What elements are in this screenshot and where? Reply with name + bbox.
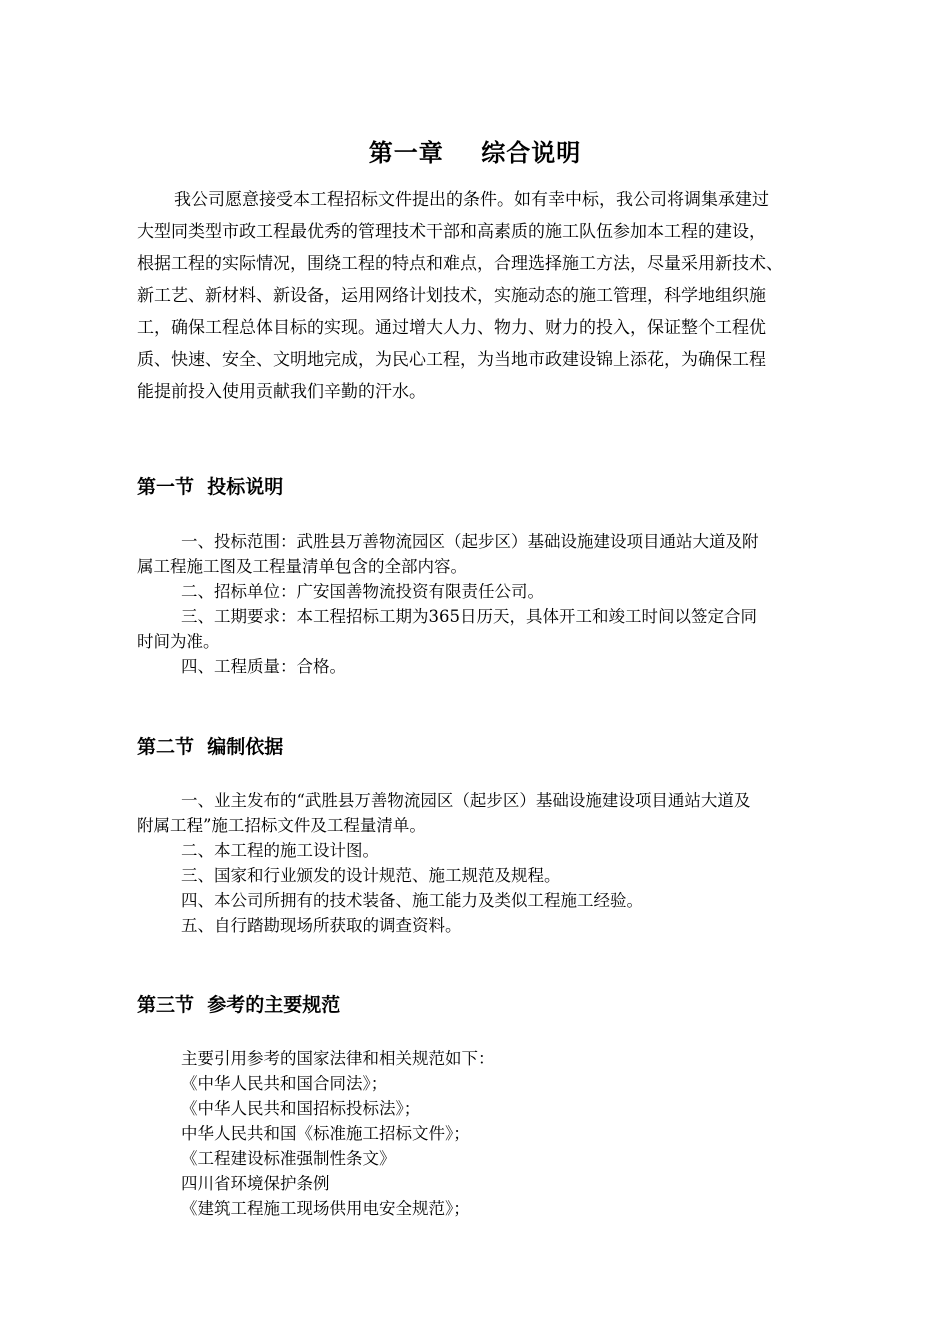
section-reference-standards-body [137, 1046, 872, 1221]
intro-line: 根据工程的实际情况，围绕工程的特点和难点，合理选择施工方法，尽量采用新技术、 [137, 254, 783, 274]
list-item-continuation: 附属工程”施工招标文件及工程量清单。 [137, 816, 426, 835]
section-compilation-basis-body [137, 788, 872, 938]
list-item: 《中华人民共和国招标投标法》； [181, 1099, 421, 1118]
intro-line: 工，确保工程总体目标的实现。通过增大人力、物力、财力的投入，保证整个工程优 [137, 318, 766, 338]
intro-paragraph [137, 184, 872, 408]
list-item: 中华人民共和国《标准施工招标文件》； [181, 1124, 470, 1143]
intro-line: 质、快速、安全、文明地完成，为民心工程，为当地市政建设锦上添花，为确保工程 [137, 350, 766, 370]
list-item: 一、业主发布的“武胜县万善物流园区（起步区）基础设施建设项目通站大道及 [181, 791, 751, 810]
list-item: 四川省环境保护条例 [181, 1174, 330, 1193]
list-item: 二、本工程的施工设计图。 [181, 841, 379, 860]
intro-line: 能提前投入使用贡献我们辛勤的汗水。 [137, 382, 426, 402]
chapter-title: 第一章 综合说明 [368, 139, 582, 167]
section-heading-reference-standards: 第三节 参考的主要规范 [137, 994, 341, 1016]
list-item: 《中华人民共和国合同法》； [181, 1074, 388, 1093]
list-item-continuation: 属工程施工图及工程量清单包含的全部内容。 [137, 557, 467, 576]
intro-line: 新工艺、新材料、新设备，运用网络计划技术，实施动态的施工管理，科学地组织施 [137, 286, 766, 306]
list-item: 三、工期要求：本工程招标工期为365日历天，具体开工和竣工时间以签定合同 [181, 607, 757, 626]
intro-line: 我公司愿意接受本工程招标文件提出的条件。如有幸中标，我公司将调集承建过 [174, 190, 769, 210]
section-heading-bid-description: 第一节 投标说明 [137, 476, 284, 498]
intro-line: 大型同类型市政工程最优秀的管理技术干部和高素质的施工队伍参加本工程的建设， [137, 222, 766, 242]
list-item: 三、国家和行业颁发的设计规范、施工规范及规程。 [181, 866, 561, 885]
section-heading-compilation-basis: 第二节 编制依据 [137, 736, 284, 758]
list-item: 二、招标单位：广安国善物流投资有限责任公司。 [181, 582, 544, 601]
list-item: 《工程建设标准强制性条文》 [181, 1149, 396, 1168]
list-item: 《建筑工程施工现场供用电安全规范》； [181, 1199, 470, 1218]
list-item: 四、工程质量：合格。 [181, 657, 346, 676]
section-bid-description-body [137, 529, 872, 679]
list-item: 五、自行踏勘现场所获取的调查资料。 [181, 916, 462, 935]
list-item: 一、投标范围：武胜县万善物流园区（起步区）基础设施建设项目通站大道及附 [181, 532, 759, 551]
list-item: 四、本公司所拥有的技术装备、施工能力及类似工程施工经验。 [181, 891, 643, 910]
list-item-continuation: 时间为准。 [137, 632, 220, 651]
list-item: 主要引用参考的国家法律和相关规范如下： [181, 1049, 495, 1068]
